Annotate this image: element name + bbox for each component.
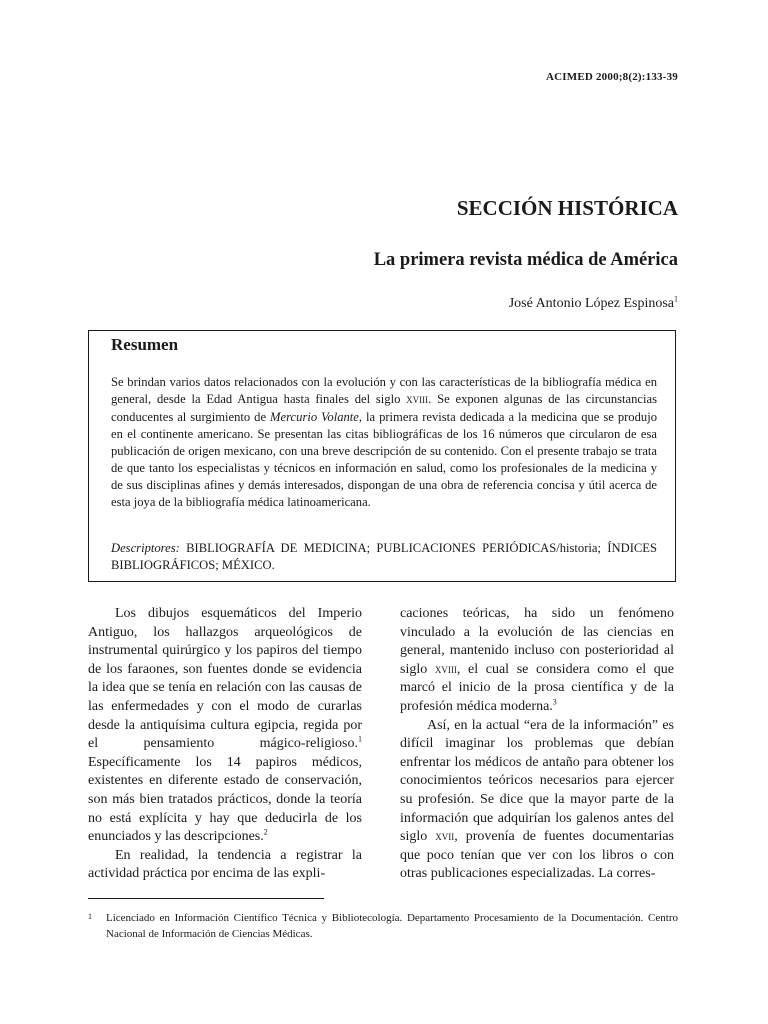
abstract-text-part: Se brindan varios datos relacionados con la evolución y con las características de la bibliografía médica en general, desde la Edad Antigua hasta finales del siglo [111, 375, 657, 406]
body-text-part: Específicamente los 14 papiros médicos, existentes en diferente estado de conservación, son más bien tratados prácticos, donde la teoría no está explícita y hay que deducirla de los enunciados y las descripciones. [88, 754, 362, 845]
century-numeral: XVII [435, 832, 455, 843]
reference-marker[interactable]: 3 [552, 697, 557, 707]
reference-marker[interactable]: 2 [263, 827, 268, 837]
footnote-text: Licenciado en Información Científico Técnica y Bibliotecología. Departamento Procesamiento de la Documentación. Centro Nacional de Información de Ciencias Médicas. [106, 912, 678, 940]
body-paragraph: En realidad, la tendencia a registrar la actividad práctica por encima de las expli- [88, 847, 362, 882]
body-text-part: Los dibujos esquemáticos del Imperio Antiguo, los hallazgos arqueológicos de instrumental quirúrgico y los papiros del tiempo de los faraones, son fuentes donde se evidencia la idea que se tenía en relación con las causas de las enfermedades y con el modo de curarlas desde la antiquísima cultura egipcia, regida por el pensamiento mágico-religioso. [88, 606, 362, 752]
descriptors-label: Descriptores: [111, 541, 180, 555]
body-paragraph [400, 605, 674, 717]
abstract-paragraph [111, 374, 657, 511]
body-paragraph [88, 605, 362, 847]
abstract-body [111, 374, 657, 511]
abstract-heading: Resumen [111, 335, 179, 354]
body-column-left [88, 605, 362, 884]
footnote-mark: 1 [88, 912, 92, 921]
abstract-box [88, 330, 676, 582]
reference-marker[interactable]: 1 [358, 734, 362, 744]
journal-name: Mercurio Volante [270, 410, 359, 424]
body-text-part: , provenía de fuentes documentarias que poco tenían que ver con los libros o con otras publicaciones especializadas. La corres- [400, 829, 674, 882]
century-numeral: XVIII [434, 664, 457, 675]
footnote [88, 910, 678, 942]
article-title: La primera revista médica de América [373, 250, 678, 270]
journal-citation: ACIMED 2000;8(2):133-39 [546, 71, 678, 83]
body-column-right [400, 605, 674, 884]
author-footnote-ref[interactable]: 1 [674, 294, 678, 304]
body-text-part: caciones teóricas, ha sido un fenómeno vinculado a la evolución de las ciencias en general, mantenido incluso con posterioridad al siglo [400, 606, 674, 677]
author-line [509, 296, 678, 312]
section-title: SECCIÓN HISTÓRICA [456, 196, 678, 220]
body-text-part: Así, en la actual “era de la información” es difícil imaginar los problemas que debían enfrentar los médicos de antaño para obtener los conocimientos teóricos necesarios para ejercer su profesión. Se dice que la mayor parte de la información que adquirían los galenos antes del siglo [400, 717, 674, 845]
body-text-part: , el cual se considera como el que marcó el inicio de la prosa científica y de la profesión médica moderna. [400, 661, 674, 714]
author-name: José Antonio López Espinosa [508, 296, 674, 311]
body-paragraph [400, 717, 674, 884]
footnote-divider [88, 898, 324, 899]
century-numeral: XVIII [406, 395, 429, 405]
descriptors-text: BIBLIOGRAFÍA DE MEDICINA; PUBLICACIONES PERIÓDICAS/historia; ÍNDICES BIBLIOGRÁFICOS; MÉXICO. [111, 541, 657, 572]
descriptors [111, 540, 657, 574]
abstract-text-part: , la primera revista dedicada a la medicina que se produjo en el continente americano. Se presentan las citas bibliográficas de los 16 números que circularon de esa publicación de origen mexicano, con una breve descripción de su contenido. Con el presente trabajo se trata de que tanto los especialistas y técnicos en información en salud, como los profesionales de la medicina y de sus disciplinas afines y demás interesados, dispongan de una obra de referencia concisa y útil acerca de esta joya de la bibliografía médica latinoamericana. [111, 410, 657, 509]
abstract-text-part: . Se exponen algunas de las circunstancias conducentes al surgimiento de [111, 392, 657, 424]
